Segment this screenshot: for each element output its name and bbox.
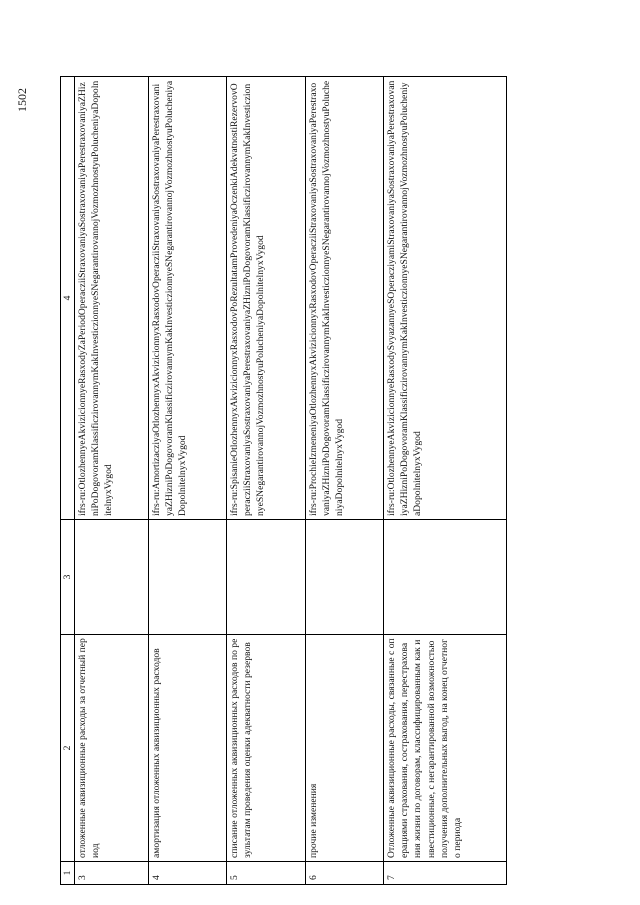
row-description: Отложенные аквизиционные расходы, связанные с операциями страхования, сострахования, перестрахования жизни по договорам, классифицированным как инвестиционные, с негарантированной возможностью получения дополнительных выгод, на конец отчетного периода [384, 635, 507, 862]
row-col3 [384, 520, 507, 635]
row-code: ifrs-ru:SpisanieOtlozhennyxAkvizicionnyxRasxodovPoRezultatamProvedeniyaOczenkiAdekvatnostiRezervovOperacziiStraxovaniyaSostraxovaniyaPerestraxovaniyaZHizniPoDogovoramKlassificzirovannymKakInvesticzionnyeSNegarantirovannojVozmozhnostyuPolucheniyaDopolnitelnyxVygod [227, 77, 306, 520]
header-col-2: 2 [61, 635, 75, 862]
page-number: 1502 [15, 88, 29, 112]
header-col-4: 4 [61, 77, 75, 520]
row-col3 [149, 520, 227, 635]
header-row [61, 77, 75, 885]
table-row [384, 77, 507, 885]
row-description: отложенные аквизиционные расходы за отчетный период [75, 635, 149, 862]
row-description: прочие изменения [306, 635, 384, 862]
row-code: ifrs-ru:AmortizacziyaOtlozhennyxAkvizicionnyxRasxodovOperacziiStraxovaniyaSostraxovaniyaPerestraxovaniyaZHizniPoDogovoramKlassificzirovannymKakInvesticzionnyeSNegarantirovannojVozmozhnostyuPolucheniyaDopolnitelnyxVygod [149, 77, 227, 520]
row-number: 7 [384, 862, 507, 885]
row-description: амортизация отложенных аквизиционных расходов [149, 635, 227, 862]
row-code: ifrs-ru:ProchieIzmeneniyaOtlozhennyxAkvizicionnyxRasxodovOperacziiStraxovaniyaSostraxovaniyaPerestraxovaniyaZHizniPoDogovoramKlassificzirovannymKakInvesticzionnyeSNegarantirovannojVozmozhnostyuPolucheniyaDopolnitelnyxVygod [306, 77, 384, 520]
row-col3 [227, 520, 306, 635]
header-col-1: 1 [61, 862, 75, 885]
row-number: 4 [149, 862, 227, 885]
table-row [306, 77, 384, 885]
table-row [75, 77, 149, 885]
row-col3 [306, 520, 384, 635]
row-description: списание отложенных аквизиционных расходов по результатам проведения оценки адекватности резервов [227, 635, 306, 862]
data-table [60, 76, 507, 885]
row-col3 [75, 520, 149, 635]
table-row [227, 77, 306, 885]
row-code: ifrs-ru:OtlozhennyeAkvizicionnyeRasxodyZaPeriodOperacziiStrаxovaniyaSostraxovaniyaPerestraxovaniyaZHizniPoDogovoramKlassificzirovannymKakInvesticzionnyeSNegarantirovannojVozmozhnostyuPolucheniyaDopolnitelnyxVygod [75, 77, 149, 520]
row-number: 3 [75, 862, 149, 885]
header-col-3: 3 [61, 520, 75, 635]
row-number: 6 [306, 862, 384, 885]
table-row [149, 77, 227, 885]
row-code: ifrs-ru:OtlozhennyeAkvizicionnyeRasxodySvyazannyeSOperacziyamiStraxovaniyaSostraxovaniyaPerestraxovaniyaZHizniPoDogovoramKlassificzirovannymKakInvesticzionnyeSNegarantirovannojVozmozhnostyuPolucheniyaDopolnitelnyxVygod [384, 77, 507, 520]
row-number: 5 [227, 862, 306, 885]
